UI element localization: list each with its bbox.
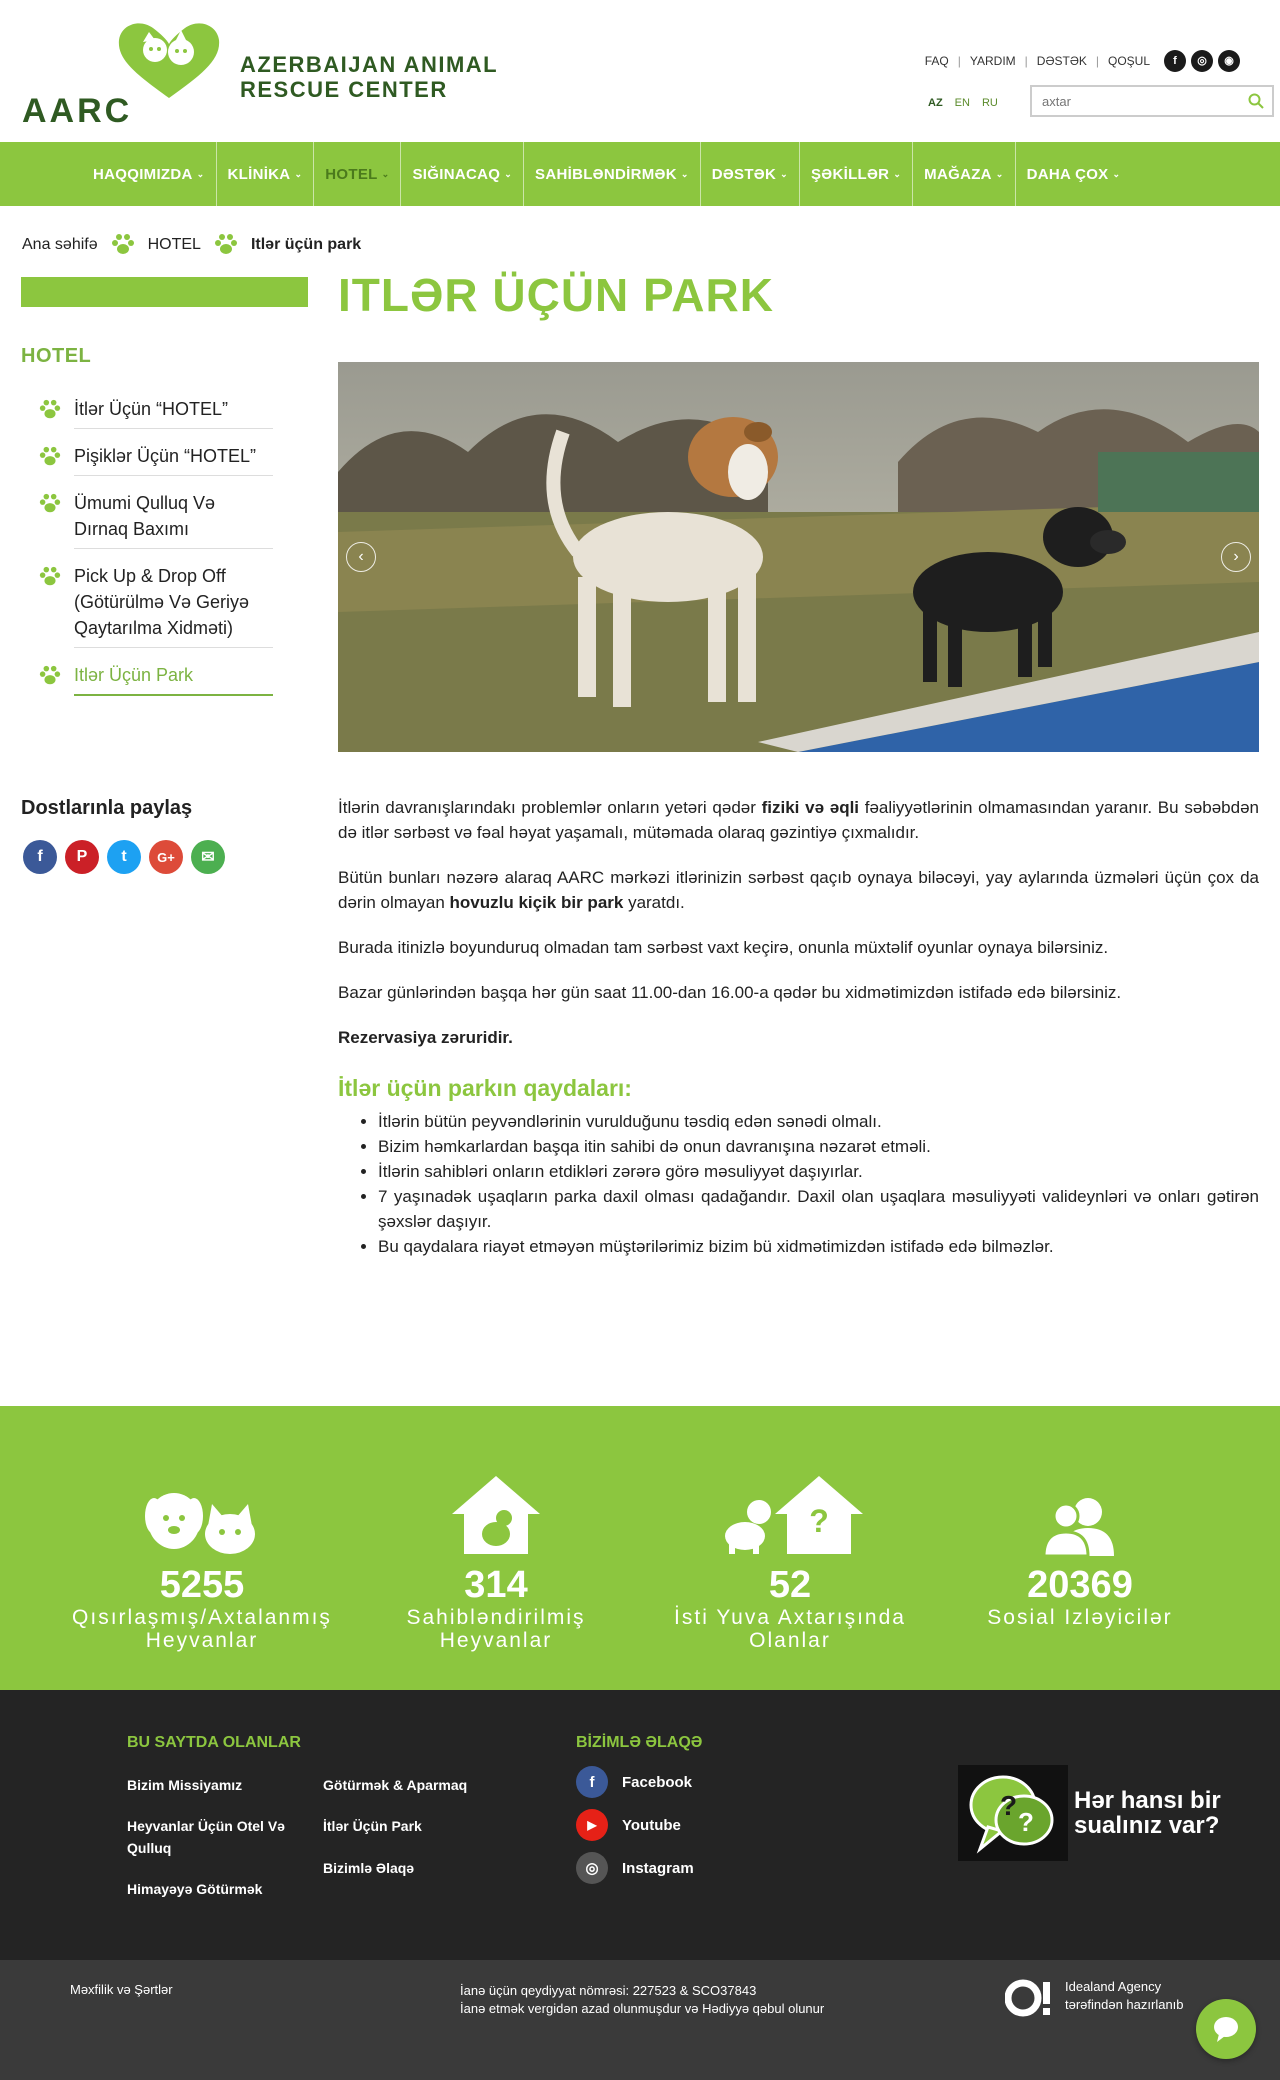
stat-label: İsti Yuva Axtarışında bbox=[674, 1606, 906, 1629]
footer bbox=[0, 1690, 1280, 1960]
lang-en[interactable]: EN bbox=[954, 97, 970, 109]
list-item: • İtlərin bütün peyvəndlərinin vurulduğunu təsdiq edən sənədi olmalı. bbox=[378, 1109, 1259, 1134]
text: Bütün bunları nəzərə alaraq AARC mərkəzi itlərinizin sərbəst qaçıb oynaya biləcəyi, yay aylarında üzmələri üçün çox da dərin olmayan bbox=[338, 868, 1259, 912]
faq-line: sualınız var? bbox=[1074, 1812, 1220, 1839]
bold-text: fiziki və əqli bbox=[761, 798, 860, 817]
stat-neutered bbox=[62, 1466, 342, 1652]
footer-link-mission[interactable]: Bizim Missiyamız bbox=[127, 1777, 243, 1793]
idealand-logo-icon bbox=[1005, 1978, 1053, 2018]
rules-list bbox=[378, 1109, 1259, 1259]
paragraph bbox=[338, 795, 1259, 845]
footer-contact-heading: BİZİMLƏ ƏLAQƏ bbox=[576, 1734, 703, 1751]
chevron-down-icon: ⌄ bbox=[381, 168, 390, 179]
breadcrumb bbox=[22, 232, 361, 258]
search-box bbox=[1030, 85, 1274, 117]
lang-ru[interactable]: RU bbox=[981, 97, 998, 109]
dog-cat-icon bbox=[62, 1466, 342, 1556]
list-item: • İtlərin sahibləri onların etdikləri zərərə görə məsuliyyət daşıyırlar. bbox=[378, 1159, 1259, 1184]
donation-info bbox=[460, 1982, 840, 2018]
separator: | bbox=[1024, 54, 1028, 68]
slider-prev-button[interactable]: ‹ bbox=[346, 542, 376, 572]
svg-text:?: ? bbox=[809, 1503, 829, 1539]
share-icons bbox=[23, 840, 225, 874]
nav-label: SAHİBLƏNDİRMƏK bbox=[535, 165, 677, 183]
stat-number: 52 bbox=[768, 1564, 812, 1606]
nav-item-more[interactable] bbox=[1016, 142, 1132, 206]
paw-icon bbox=[38, 398, 62, 422]
twitter-icon[interactable]: t bbox=[107, 840, 141, 874]
chevron-down-icon: ⌄ bbox=[196, 168, 205, 179]
email-icon[interactable]: ✉ bbox=[191, 840, 225, 874]
stat-label: Heyvanlar bbox=[439, 1629, 553, 1652]
nav-label: HAQQIMIZDA bbox=[93, 165, 193, 183]
breadcrumb-home[interactable]: Ana səhifə bbox=[22, 236, 98, 253]
sidebar-item-label: Pick Up & Drop Off (Götürülmə Və Geriyə Qaytarılma Xidməti) bbox=[74, 563, 273, 648]
faq-callout-text bbox=[1074, 1788, 1221, 1838]
text: fəaliyyətlərinin olmamasından yaranır. Bu səbəbdən də itlər sərbəst və fəal həyat yaşamalı, mütəmada olaraq gəzintiyə çıxmalıdır. bbox=[338, 798, 1259, 842]
paragraph bbox=[338, 1025, 1259, 1050]
nav-label: MAĞAZA bbox=[924, 165, 992, 183]
google-plus-icon[interactable]: G+ bbox=[149, 840, 183, 874]
donation-line: İanə üçün qeydiyyat nömrəsi: 227523 & SCO37843 bbox=[460, 1983, 757, 1998]
stats-band bbox=[0, 1406, 1280, 1690]
stat-number: 5255 bbox=[159, 1564, 245, 1606]
rules-heading: İtlər üçün parkın qaydaları: bbox=[338, 1075, 632, 1101]
stat-number: 20369 bbox=[1027, 1564, 1133, 1606]
language-switcher bbox=[928, 97, 998, 109]
page-title: ITLƏR ÜÇÜN PARK bbox=[338, 269, 774, 321]
nav-label: DƏSTƏK bbox=[711, 165, 777, 183]
stat-social-followers bbox=[940, 1466, 1220, 1629]
hero-image bbox=[338, 362, 1259, 752]
sidebar-item-dog-hotel[interactable] bbox=[38, 388, 273, 435]
stat-label: Sahibləndirilmiş bbox=[406, 1606, 586, 1629]
paragraph: Burada itinizlə boyunduruq olmadan tam sərbəst vaxt keçirə, onunla müxtəlif oyunlar oynaya bilərsiniz. bbox=[338, 938, 1109, 957]
bold-text: hovuzlu kiçik bir park bbox=[449, 893, 624, 912]
paw-icon bbox=[213, 232, 239, 258]
nav-item-shelter[interactable] bbox=[401, 142, 524, 206]
agency-line: Idealand Agency bbox=[1065, 1979, 1162, 1994]
contact-label: Youtube bbox=[622, 1816, 681, 1834]
logo-title-line-2: RESCUE CENTER bbox=[240, 77, 448, 102]
list-item: • 7 yaşınadək uşaqların parka daxil olması qadağandır. Daxil olan uşaqlara məsuliyyəti valideynləri və onları gətirən şəxslər daşıyır. bbox=[378, 1184, 1259, 1234]
nav-label: HOTEL bbox=[325, 165, 378, 183]
sidebar-title: HOTEL bbox=[21, 345, 92, 367]
footer-link-hotel[interactable]: Heyvanlar Üçün Otel Və Qulluq bbox=[127, 1818, 285, 1856]
nav-item-adoption[interactable] bbox=[524, 142, 701, 206]
list-item: • Bizim həmkarlardan başqa itin sahibi də onun davranışına nəzarət etməli. bbox=[378, 1134, 1259, 1159]
logo-acronym: AARC bbox=[22, 92, 133, 130]
footer-contact-facebook[interactable] bbox=[576, 1766, 692, 1798]
bottom-bar bbox=[0, 1960, 1280, 2080]
chevron-down-icon: ⌄ bbox=[294, 168, 303, 179]
nav-item-support[interactable] bbox=[701, 142, 800, 206]
agency-credit[interactable] bbox=[1005, 1978, 1184, 2018]
footer-link-pickup[interactable]: Götürmək & Aparmaq bbox=[323, 1777, 468, 1793]
nav-item-clinic[interactable] bbox=[217, 142, 315, 206]
paw-icon bbox=[38, 664, 62, 688]
logo-title-line-1: AZERBAIJAN ANIMAL bbox=[240, 52, 499, 77]
stat-label: Olanlar bbox=[749, 1629, 831, 1652]
site-logo[interactable] bbox=[22, 20, 502, 130]
facebook-icon: f bbox=[576, 1766, 608, 1798]
slider-next-button[interactable]: › bbox=[1221, 542, 1251, 572]
sidebar-item-label: İtlər Üçün “HOTEL” bbox=[74, 396, 273, 429]
top-link-help[interactable]: YARDIM bbox=[969, 54, 1016, 68]
footer-contact-youtube[interactable] bbox=[576, 1809, 681, 1841]
footer-link-contact[interactable]: Bizimlə Əlaqə bbox=[323, 1860, 415, 1876]
bold-text: Rezervasiya zəruridir. bbox=[338, 1028, 513, 1047]
chevron-down-icon: ⌄ bbox=[893, 168, 902, 179]
paragraph: Bazar günlərindən başqa hər gün saat 11.00-dan 16.00-a qədər bu xidmətimizdən istifadə edə bilərsiniz. bbox=[338, 983, 1122, 1002]
agency-text bbox=[1065, 1978, 1184, 2014]
top-links bbox=[925, 50, 1240, 72]
footer-contact-instagram[interactable] bbox=[576, 1852, 694, 1884]
faq-callout[interactable] bbox=[958, 1765, 1258, 1861]
nav-label: SIĞINACAQ bbox=[412, 165, 501, 183]
main-nav bbox=[0, 142, 1280, 206]
nav-label: ŞƏKİLLƏR bbox=[810, 165, 890, 183]
chevron-down-icon: ⌄ bbox=[1112, 168, 1121, 179]
logo-title bbox=[240, 52, 498, 102]
nav-label: DAHA ÇOX bbox=[1026, 165, 1109, 183]
users-icon bbox=[940, 1466, 1220, 1556]
nav-item-about[interactable] bbox=[82, 142, 217, 206]
paragraph bbox=[338, 865, 1259, 915]
paw-icon bbox=[38, 445, 62, 469]
stat-adopted bbox=[356, 1466, 636, 1652]
youtube-icon[interactable]: ◉ bbox=[1218, 50, 1240, 72]
top-link-faq[interactable]: FAQ bbox=[924, 54, 949, 68]
paw-icon bbox=[110, 232, 136, 258]
sidebar-menu bbox=[38, 388, 273, 702]
stat-label: Sosial Izləyicilər bbox=[987, 1606, 1173, 1629]
sidebar-item-grooming[interactable] bbox=[38, 482, 273, 555]
top-link-join[interactable]: QOŞUL bbox=[1107, 54, 1150, 68]
dog-house-icon bbox=[356, 1466, 636, 1556]
live-chat-button[interactable] bbox=[1196, 1999, 1256, 2059]
breadcrumb-hotel[interactable]: HOTEL bbox=[147, 236, 201, 253]
sidebar-item-cat-hotel[interactable] bbox=[38, 435, 273, 482]
breadcrumb-current: Itlər üçün park bbox=[250, 236, 362, 253]
chevron-down-icon: ⌄ bbox=[504, 168, 513, 179]
top-link-support[interactable]: DƏSTƏK bbox=[1036, 54, 1087, 68]
sidebar-banner bbox=[21, 277, 308, 307]
chat-bubbles-icon bbox=[958, 1765, 1068, 1861]
stat-number: 314 bbox=[464, 1564, 528, 1606]
lang-az[interactable]: AZ bbox=[928, 97, 943, 109]
sidebar-item-label: Itlər Üçün Park bbox=[74, 662, 273, 696]
site-header bbox=[0, 0, 1280, 142]
top-social-icons bbox=[1164, 50, 1240, 72]
text: İtlərin davranışlarındakı problemlər onların yetəri qədər bbox=[338, 798, 762, 817]
contact-label: Facebook bbox=[622, 1773, 693, 1791]
separator: | bbox=[1095, 54, 1099, 68]
paw-icon bbox=[38, 492, 62, 516]
facebook-icon[interactable]: f bbox=[1164, 50, 1186, 72]
nav-item-hotel[interactable] bbox=[314, 142, 401, 206]
sidebar-item-label: Pişiklər Üçün “HOTEL” bbox=[74, 443, 273, 476]
share-title: Dostlarınla paylaş bbox=[21, 797, 193, 819]
stat-label: Qısırlaşmış/Axtalanmış bbox=[72, 1606, 332, 1629]
stat-seeking-home bbox=[650, 1466, 930, 1652]
nav-label: KLİNİKA bbox=[227, 165, 291, 183]
nav-item-shop[interactable] bbox=[913, 142, 1015, 206]
sidebar-item-dog-park[interactable] bbox=[38, 654, 273, 702]
chevron-down-icon: ⌄ bbox=[780, 168, 788, 179]
pinterest-icon[interactable]: P bbox=[65, 840, 99, 874]
chat-icon bbox=[1211, 2014, 1241, 2044]
sidebar-item-label: Ümumi Qulluq Və Dırnaq Baxımı bbox=[74, 490, 273, 549]
list-item: • Bu qaydalara riayət etməyən müştərilərimiz bizim bü xidmətimizdən istifadə edə bilməzlər. bbox=[378, 1234, 1259, 1259]
agency-line: tərəfindən hazırlanıb bbox=[1065, 1997, 1184, 2012]
paw-icon bbox=[38, 565, 62, 589]
hero-slider bbox=[338, 362, 1259, 752]
footer-link-foster[interactable]: Himayəyə Götürmək bbox=[127, 1881, 263, 1897]
footer-link-dog-park[interactable]: İtlər Üçün Park bbox=[323, 1818, 422, 1834]
text: yaratdı. bbox=[623, 893, 685, 912]
logo-heart-icon bbox=[117, 20, 222, 100]
article-body bbox=[338, 795, 1259, 1259]
chevron-down-icon: ⌄ bbox=[680, 168, 689, 179]
instagram-icon: ◎ bbox=[576, 1852, 608, 1884]
terms-link[interactable]: Məxfilik və Şərtlər bbox=[70, 1982, 173, 1997]
search-input[interactable] bbox=[1032, 87, 1232, 115]
search-icon[interactable] bbox=[1248, 93, 1264, 109]
stat-label: Heyvanlar bbox=[145, 1629, 259, 1652]
chevron-down-icon: ⌄ bbox=[995, 168, 1004, 179]
sidebar-item-pickup[interactable] bbox=[38, 555, 273, 654]
facebook-icon[interactable]: f bbox=[23, 840, 57, 874]
donation-line: İanə etmək vergidən azad olunmuşdur və Hədiyyə qəbul olunur bbox=[460, 2001, 825, 2016]
youtube-icon: ▶ bbox=[576, 1809, 608, 1841]
separator: | bbox=[957, 54, 961, 68]
dog-house-question-icon bbox=[650, 1466, 930, 1556]
instagram-icon[interactable]: ◎ bbox=[1191, 50, 1213, 72]
contact-label: Instagram bbox=[622, 1859, 694, 1877]
faq-line: Hər hansı bir bbox=[1074, 1787, 1221, 1814]
nav-item-photos[interactable] bbox=[800, 142, 913, 206]
svg-text:?: ? bbox=[1018, 1807, 1034, 1837]
footer-site-heading: BU SAYTDA OLANLAR bbox=[127, 1734, 301, 1751]
svg-text:?: ? bbox=[1000, 1790, 1018, 1821]
